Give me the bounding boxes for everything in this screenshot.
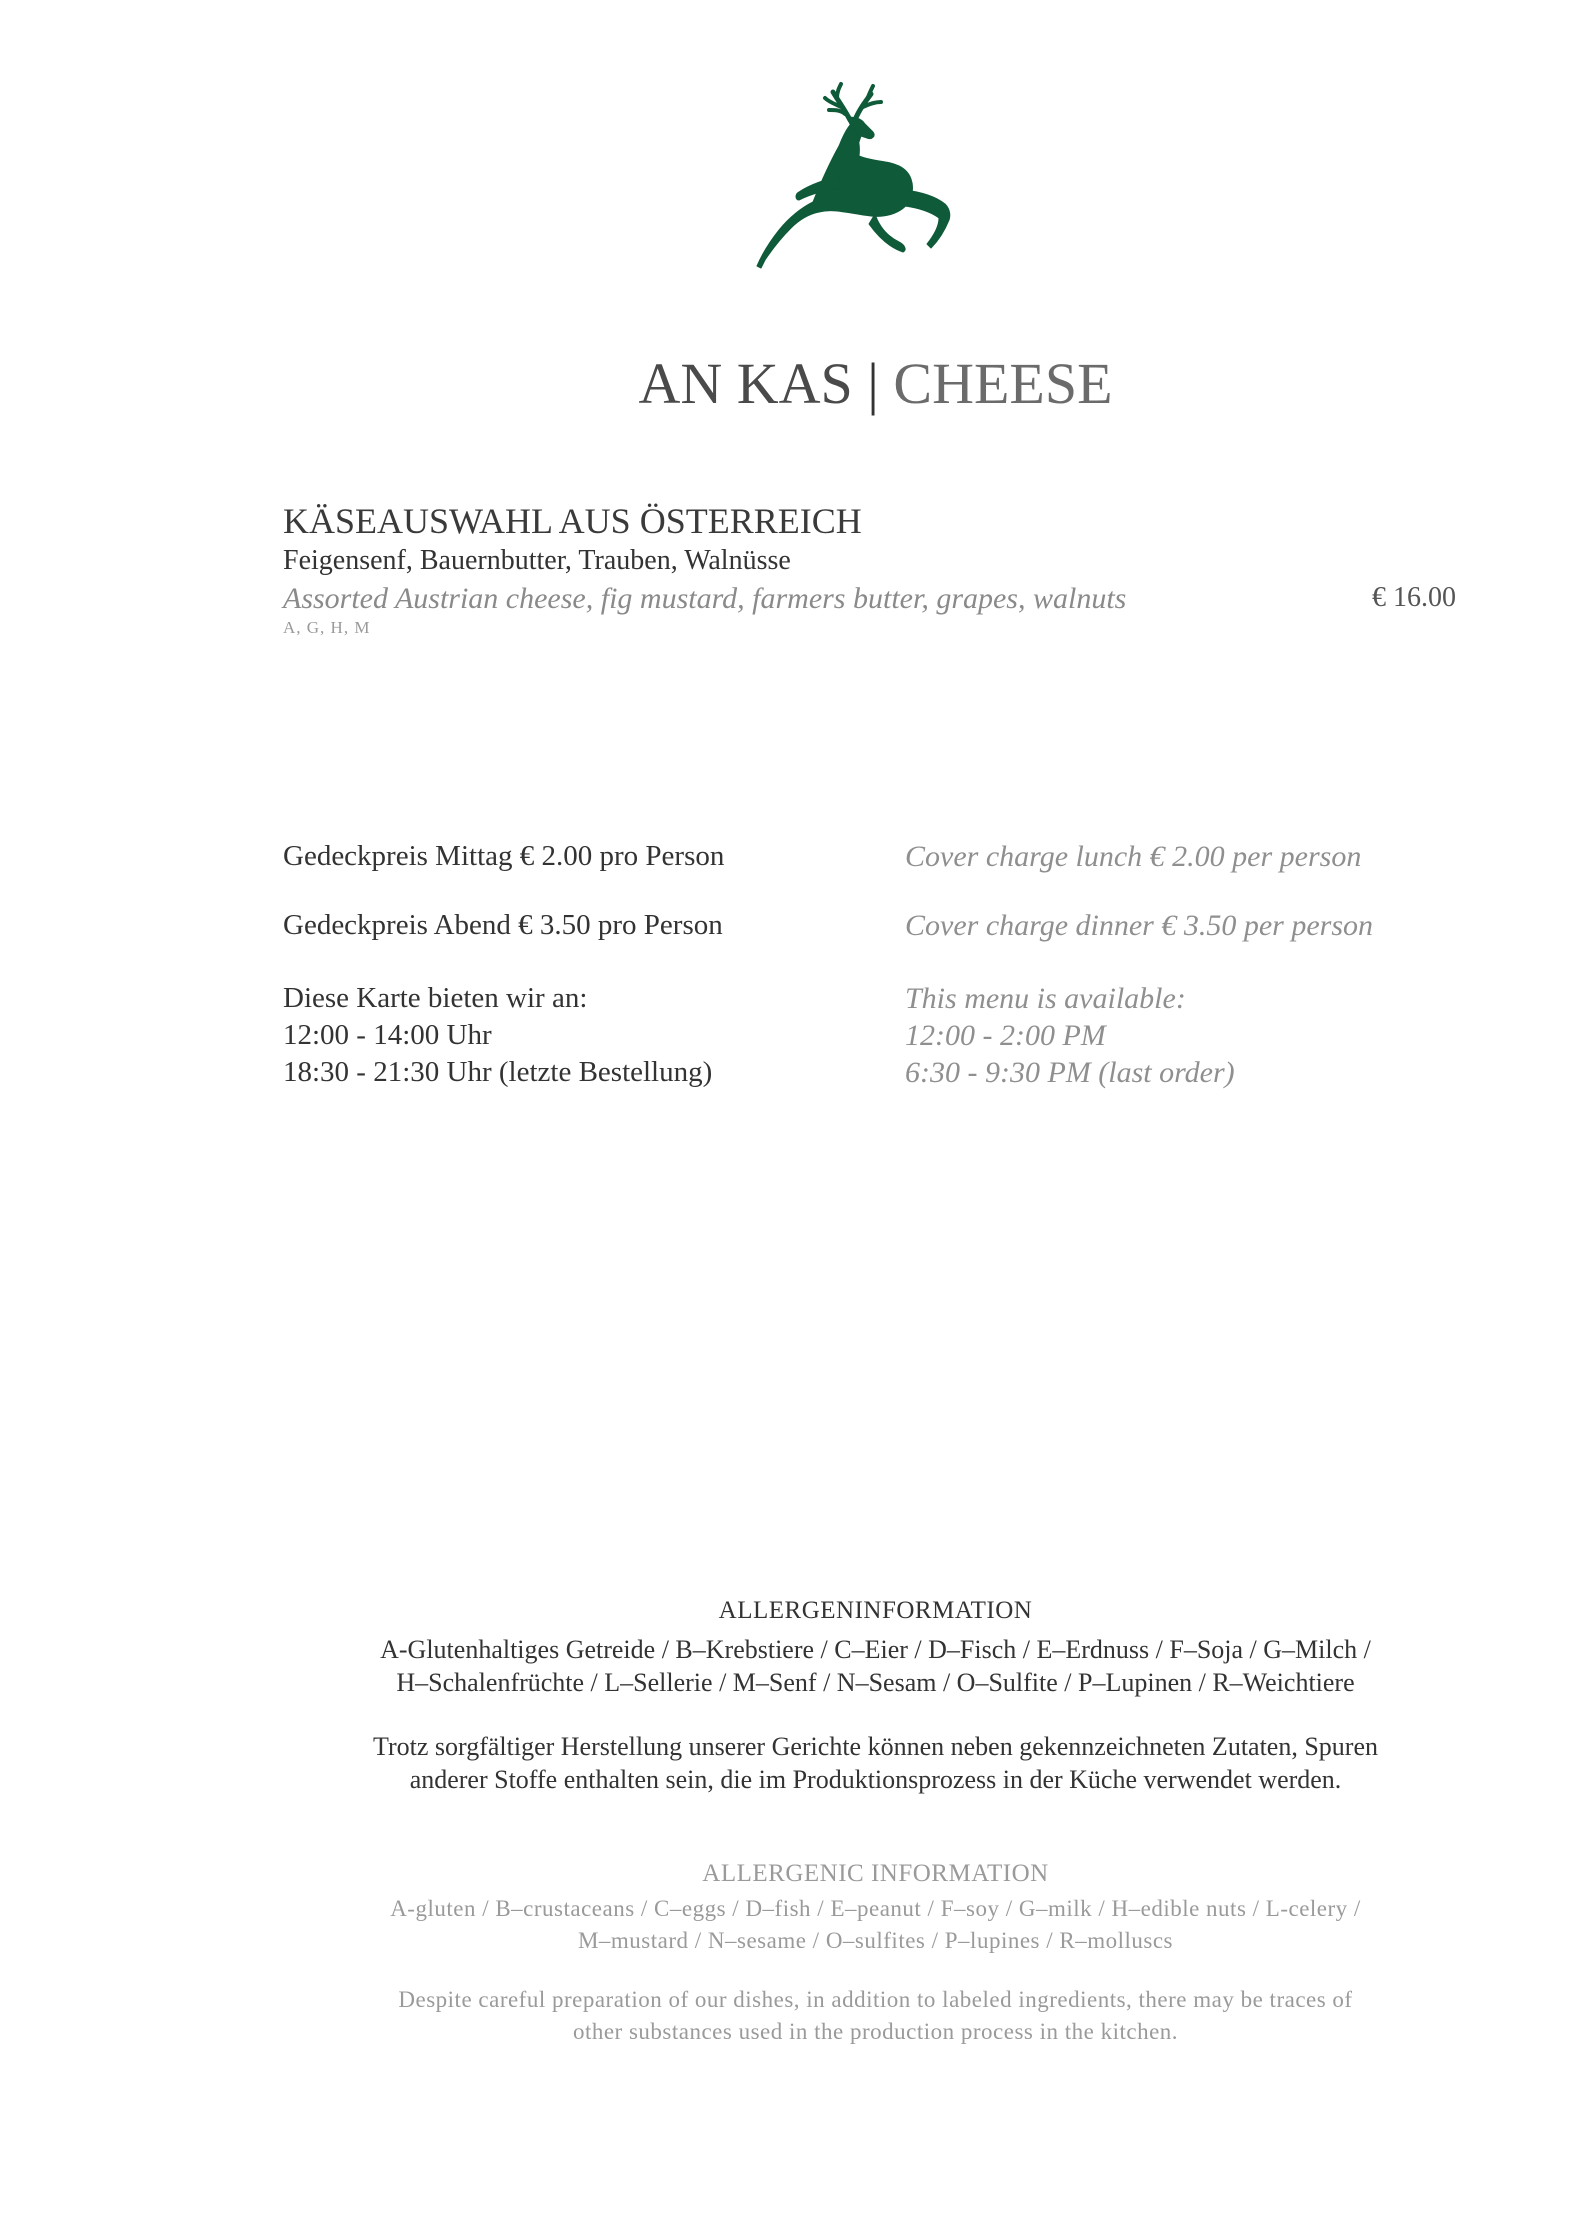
allergen-list-en-line2: M–mustard / N–sesame / O–sulfites / P–lupines / R–molluscs <box>577 1928 1174 1953</box>
hours-de <box>283 980 712 1091</box>
leaping-deer-icon <box>755 80 975 280</box>
hours-en-dinner: 6:30 - 9:30 PM (last order) <box>905 1056 1235 1089</box>
dish-name: KÄSEAUSWAHL AUS ÖSTERREICH <box>283 501 862 541</box>
allergen-list-en-line1: A-gluten / B–crustaceans / C–eggs / D–fish / E–peanut / F–soy / G–milk / H–edible nuts / L-celery / <box>390 1896 1361 1921</box>
dish-allergens: A, G, H, M <box>283 618 371 637</box>
allergen-note-de-line2: anderer Stoffe enthalten sein, die im Produktionsprozess in der Küche verwendet werden. <box>409 1765 1342 1794</box>
allergen-title-de: ALLERGENINFORMATION <box>718 1597 1033 1624</box>
allergen-note-en <box>270 1984 1481 2048</box>
allergen-list-en <box>270 1893 1481 1957</box>
page-title <box>0 350 1571 417</box>
hours-de-dinner: 18:30 - 21:30 Uhr (letzte Bestellung) <box>283 1056 713 1088</box>
cover-lunch-en: Cover charge lunch € 2.00 per person <box>905 840 1362 873</box>
allergen-note-de <box>270 1730 1481 1796</box>
hours-en <box>905 980 1235 1091</box>
cover-dinner-de: Gedeckpreis Abend € 3.50 pro Person <box>283 909 723 941</box>
dish-price: € 16.00 <box>1372 582 1456 613</box>
hours-en-heading: This menu is available: <box>905 982 1186 1015</box>
allergen-list-de-line2: H–Schalenfrüchte / L–Sellerie / M–Senf / N–Sesam / O–Sulfite / P–Lupinen / R–Weichtiere <box>396 1668 1355 1697</box>
title-en: CHEESE <box>893 351 1113 416</box>
cover-dinner-en: Cover charge dinner € 3.50 per person <box>905 909 1373 942</box>
allergen-list-de <box>270 1633 1481 1699</box>
hours-de-heading: Diese Karte bieten wir an: <box>283 982 588 1014</box>
hours-en-lunch: 12:00 - 2:00 PM <box>905 1019 1106 1052</box>
hours-de-lunch: 12:00 - 14:00 Uhr <box>283 1019 492 1051</box>
dish-description-de: Feigensenf, Bauernbutter, Trauben, Walnüsse <box>283 545 791 576</box>
allergen-note-en-line1: Despite careful preparation of our dishes, in addition to labeled ingredients, there may be traces of <box>398 1987 1353 2012</box>
allergen-title-en: ALLERGENIC INFORMATION <box>702 1860 1049 1887</box>
allergen-note-de-line1: Trotz sorgfältiger Herstellung unserer Gerichte können neben gekennzeichneten Zutaten, Spuren <box>373 1732 1378 1761</box>
title-separator: | <box>867 351 879 416</box>
dish-description-en: Assorted Austrian cheese, fig mustard, farmers butter, grapes, walnuts <box>283 582 1127 615</box>
cover-lunch-de: Gedeckpreis Mittag € 2.00 pro Person <box>283 840 725 872</box>
allergen-note-en-line2: other substances used in the production process in the kitchen. <box>572 2019 1179 2044</box>
title-de: AN KAS <box>638 351 853 416</box>
allergen-list-de-line1: A-Glutenhaltiges Getreide / B–Krebstiere / C–Eier / D–Fisch / E–Erdnuss / F–Soja / G–Milch / <box>380 1635 1371 1664</box>
